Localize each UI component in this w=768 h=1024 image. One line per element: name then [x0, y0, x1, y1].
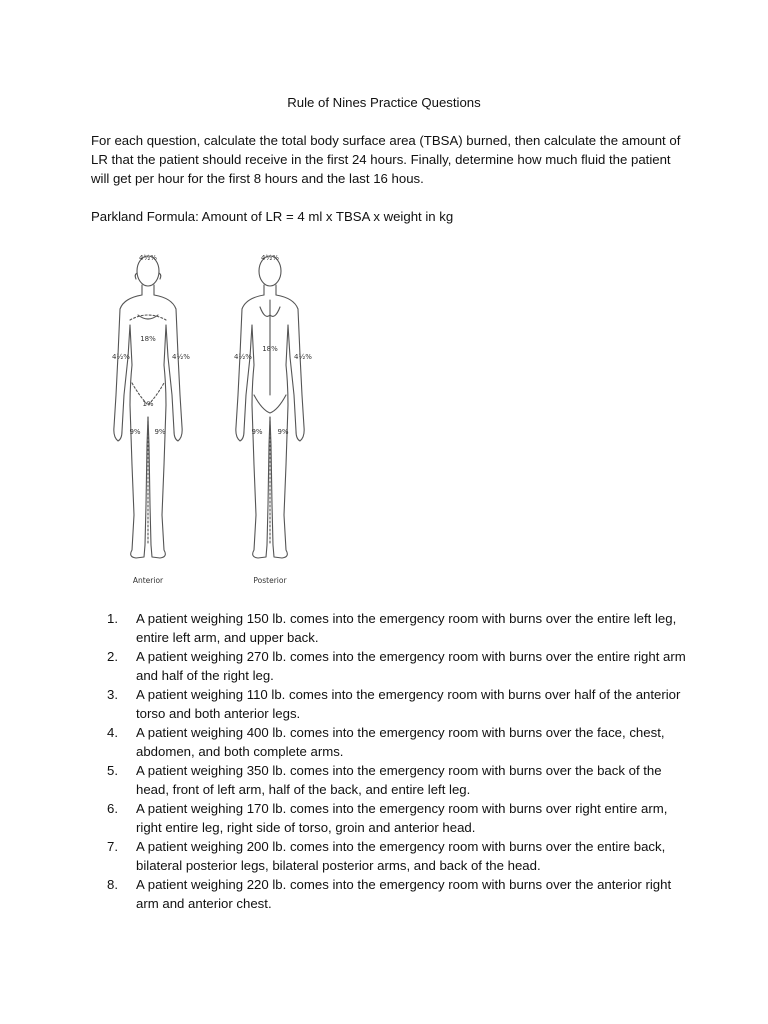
- question-text: A patient weighing 350 lb. comes into the emergency room with burns over the back of the head, front of left arm, half of the back, and entire left leg.: [136, 763, 662, 797]
- rule-of-nines-figure: [110, 245, 340, 590]
- instructions-text: For each question, calculate the total body surface area (TBSA) burned, then calculate the amount of LR that the patient should receive in the first 24 hours. Finally, determine how much fluid the patient will get per hour for the first 8 hours and the last 16 hous.: [91, 133, 681, 186]
- question-text: A patient weighing 110 lb. comes into the emergency room with burns over half of the anterior torso and both anterior legs.: [136, 687, 681, 721]
- anterior-head-percent: 4½%: [139, 254, 157, 262]
- anterior-right-arm-percent: 4½%: [112, 353, 130, 361]
- question-item: [107, 647, 687, 685]
- posterior-left-leg-percent: 9%: [277, 428, 289, 436]
- posterior-right-arm-percent: 4½%: [234, 353, 252, 361]
- question-item: [107, 837, 687, 875]
- anterior-torso-percent: 18%: [140, 335, 156, 343]
- anterior-left-arm-percent: 4½%: [172, 353, 190, 361]
- question-text: A patient weighing 220 lb. comes into the emergency room with burns over the anterior right arm and anterior chest.: [136, 877, 672, 911]
- anterior-right-leg-percent: 9%: [129, 428, 141, 436]
- question-item: [107, 761, 687, 799]
- anterior-groin-percent: 1%: [142, 400, 154, 408]
- posterior-head-percent: 4½%: [261, 254, 279, 262]
- question-number: 6.: [107, 801, 118, 816]
- question-item: [107, 685, 687, 723]
- posterior-left-arm-percent: 4½%: [294, 353, 312, 361]
- question-text: A patient weighing 150 lb. comes into the emergency room with burns over the entire left leg, entire left arm, and upper back.: [136, 611, 677, 645]
- question-number: 4.: [107, 725, 118, 740]
- body-diagram: [110, 245, 340, 590]
- parkland-formula: Parkland Formula: Amount of LR = 4 ml x TBSA x weight in kg: [91, 209, 454, 224]
- question-item: [107, 875, 687, 913]
- question-number: 3.: [107, 687, 118, 702]
- question-item: [107, 799, 687, 837]
- question-text: A patient weighing 200 lb. comes into the emergency room with burns over the entire back, bilateral posterior legs, bilateral posterior arms, and back of the head.: [136, 839, 666, 873]
- question-item: [107, 609, 687, 647]
- posterior-right-leg-percent: 9%: [251, 428, 263, 436]
- anterior-left-leg-percent: 9%: [154, 428, 166, 436]
- document-title: Rule of Nines Practice Questions: [287, 95, 481, 110]
- question-number: 2.: [107, 649, 118, 664]
- question-number: 7.: [107, 839, 118, 854]
- question-text: A patient weighing 400 lb. comes into the emergency room with burns over the face, chest, abdomen, and both complete arms.: [136, 725, 665, 759]
- posterior-caption: Posterior: [253, 576, 287, 585]
- posterior-body-outline: [236, 256, 304, 558]
- question-text: A patient weighing 170 lb. comes into the emergency room with burns over right entire arm, right entire leg, right side of torso, groin and anterior head.: [136, 801, 668, 835]
- question-text: A patient weighing 270 lb. comes into the emergency room with burns over the entire right arm and half of the right leg.: [136, 649, 686, 683]
- question-item: [107, 723, 687, 761]
- instructions-paragraph: [91, 131, 691, 188]
- posterior-torso-percent: 18%: [262, 345, 278, 353]
- question-number: 8.: [107, 877, 118, 892]
- question-number: 5.: [107, 763, 118, 778]
- practice-questions-list: [107, 609, 687, 913]
- question-number: 1.: [107, 611, 118, 626]
- anterior-caption: Anterior: [132, 576, 164, 585]
